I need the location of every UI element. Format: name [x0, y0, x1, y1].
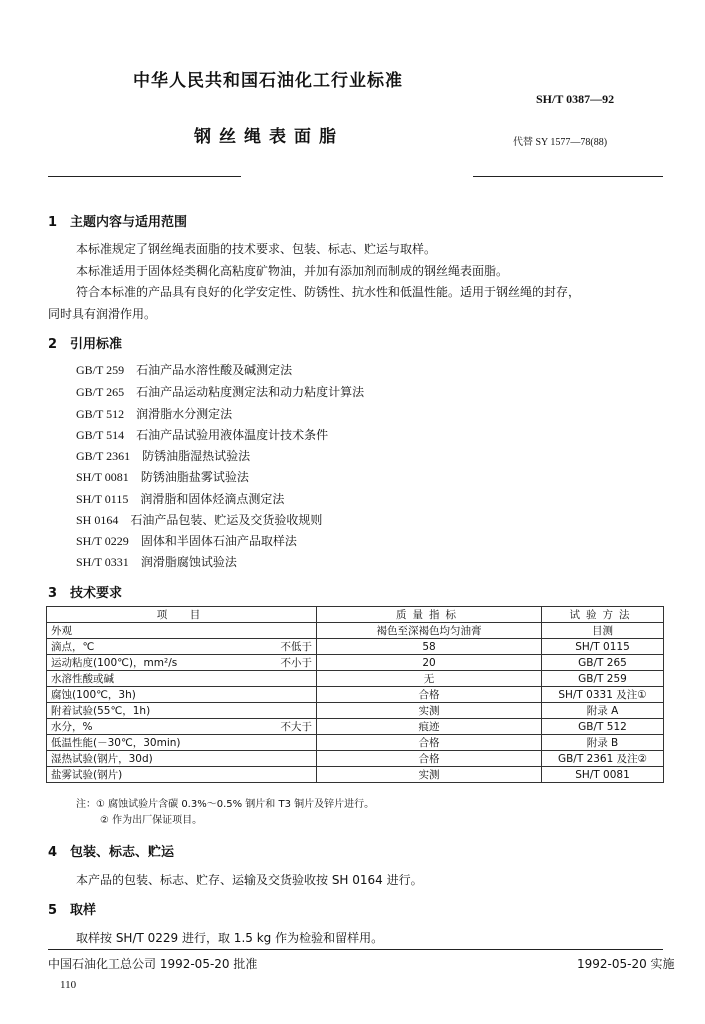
standard-number: SH/T 0387—92 [536, 92, 615, 106]
table-row [47, 639, 664, 655]
reference-code: GB/T 512 [76, 407, 125, 421]
table-row [47, 767, 664, 783]
reference-item [76, 361, 292, 378]
reference-title: 石油产品包装、贮运及交货验收规则 [130, 513, 323, 527]
section-5-heading: 5 取样 [48, 903, 97, 918]
table-header-row [47, 607, 664, 623]
reference-code: SH/T 0115 [76, 492, 129, 506]
reference-title: 润滑脂水分测定法 [136, 407, 233, 421]
method-cell: SH/T 0115 [542, 639, 664, 655]
reference-title: 润滑脂腐蚀试验法 [140, 555, 237, 569]
reference-code: GB/T 259 [76, 363, 125, 377]
reference-item [76, 468, 249, 485]
approval-line: 中国石油化工总公司 1992-05-20 批准 [48, 957, 258, 971]
method-cell: GB/T 512 [542, 719, 664, 735]
replaces-standard: 代替 SY 1577—78(88) [513, 137, 608, 148]
item-cell [47, 767, 317, 783]
value-cell: 58 [317, 639, 542, 655]
reference-title: 石油产品试验用液体温度计技术条件 [136, 428, 329, 442]
item-limit: 不低于 [280, 641, 312, 653]
reference-code: GB/T 514 [76, 428, 125, 442]
reference-title: 石油产品水溶性酸及碱测定法 [136, 363, 293, 377]
item-cell [47, 719, 317, 735]
item-name: 低温性能(－30℃，30min) [51, 737, 181, 749]
item-name: 滴点，℃ [51, 641, 95, 653]
table-row [47, 703, 664, 719]
reference-item [76, 383, 364, 400]
reference-title: 润滑脂和固体烃滴点测定法 [140, 492, 285, 506]
value-cell: 合格 [317, 735, 542, 751]
item-cell [47, 703, 317, 719]
item-cell [47, 623, 317, 639]
table-row [47, 671, 664, 687]
reference-title: 固体和半固体石油产品取样法 [140, 534, 297, 548]
reference-item [76, 490, 284, 507]
reference-item [76, 447, 250, 464]
value-cell: 合格 [317, 751, 542, 767]
value-cell: 痕迹 [317, 719, 542, 735]
item-cell [47, 735, 317, 751]
section-1-para: 同时具有润滑作用。 [48, 307, 157, 321]
section-5-para: 取样按 SH/T 0229 进行，取 1.5 kg 作为检验和留样用。 [76, 931, 384, 945]
item-limit: 不大于 [280, 721, 312, 733]
header-quality-index: 质量指标 [317, 607, 542, 623]
item-name: 水分，% [51, 721, 93, 733]
reference-item [76, 405, 232, 422]
method-cell: 附录 A [542, 703, 664, 719]
method-cell: SH/T 0081 [542, 767, 664, 783]
table-row [47, 623, 664, 639]
reference-code: SH 0164 [76, 513, 119, 527]
item-cell [47, 655, 317, 671]
reference-code: SH/T 0331 [76, 555, 129, 569]
item-name: 湿热试验(钢片，30d) [51, 753, 153, 765]
header-rule-right [473, 176, 663, 177]
item-cell [47, 687, 317, 703]
item-name: 外观 [51, 625, 72, 637]
item-name: 运动粘度(100℃)，mm²/s [51, 657, 178, 669]
document-title: 钢丝绳表面脂 [194, 127, 344, 147]
value-cell: 20 [317, 655, 542, 671]
footer-rule [48, 949, 663, 950]
reference-item [76, 426, 328, 443]
item-limit: 不小于 [280, 657, 312, 669]
item-cell [47, 639, 317, 655]
section-2-heading: 2 引用标准 [48, 337, 123, 352]
reference-code: GB/T 2361 [76, 449, 131, 463]
item-cell [47, 671, 317, 687]
value-cell: 无 [317, 671, 542, 687]
reference-item [76, 553, 237, 570]
reference-title: 石油产品运动粘度测定法和动力粘度计算法 [136, 385, 365, 399]
method-cell: GB/T 265 [542, 655, 664, 671]
section-1-para: 本标准规定了钢丝绳表面脂的技术要求、包装、标志、贮运与取样。 [76, 242, 437, 256]
table-note: ② 作为出厂保证项目。 [100, 815, 203, 826]
value-cell: 褐色至深褐色均匀油膏 [317, 623, 542, 639]
value-cell: 实测 [317, 703, 542, 719]
effective-date: 1992-05-20 实施 [577, 957, 675, 971]
item-name: 水溶性酸或碱 [51, 673, 114, 685]
value-cell: 实测 [317, 767, 542, 783]
reference-code: SH/T 0081 [76, 470, 129, 484]
item-name: 腐蚀(100℃，3h) [51, 689, 136, 701]
method-cell: GB/T 2361 及注② [542, 751, 664, 767]
section-1-para: 本标准适用于固体烃类稠化高粘度矿物油，并加有添加剂而制成的钢丝绳表面脂。 [76, 264, 509, 278]
reference-code: GB/T 265 [76, 385, 125, 399]
reference-item [76, 532, 297, 549]
reference-code: SH/T 0229 [76, 534, 129, 548]
section-4-para: 本产品的包装、标志、贮存、运输及交货验收按 SH 0164 进行。 [76, 873, 423, 887]
table-row [47, 655, 664, 671]
section-1-para: 符合本标准的产品具有良好的化学安定性、防锈性、抗水性和低温性能。适用于钢丝绳的封存， [76, 285, 581, 299]
reference-title: 防锈油脂湿热试验法 [142, 449, 251, 463]
page-number: 110 [60, 979, 77, 991]
method-cell: 附录 B [542, 735, 664, 751]
method-cell: 目测 [542, 623, 664, 639]
method-cell: SH/T 0331 及注① [542, 687, 664, 703]
section-1-heading: 1 主题内容与适用范围 [48, 215, 188, 230]
table-row [47, 751, 664, 767]
reference-title: 防锈油脂盐雾试验法 [140, 470, 249, 484]
technical-requirements-table [46, 606, 664, 783]
section-4-heading: 4 包装、标志、贮运 [48, 845, 175, 860]
table-row [47, 687, 664, 703]
item-name: 附着试验(55℃，1h) [51, 705, 151, 717]
item-name: 盐雾试验(钢片) [51, 769, 123, 781]
header-test-method: 试验方法 [542, 607, 664, 623]
header-item: 项 目 [47, 607, 317, 623]
table-row [47, 735, 664, 751]
method-cell: GB/T 259 [542, 671, 664, 687]
reference-item [76, 511, 322, 528]
table-row [47, 719, 664, 735]
issuing-body-title: 中华人民共和国石油化工行业标准 [133, 71, 403, 91]
item-cell [47, 751, 317, 767]
section-3-heading: 3 技术要求 [48, 586, 123, 601]
table-note: 注：① 腐蚀试验片含碳 0.3%～0.5% 钢片和 T3 铜片及锌片进行。 [76, 799, 375, 810]
header-rule-left [48, 176, 241, 177]
value-cell: 合格 [317, 687, 542, 703]
